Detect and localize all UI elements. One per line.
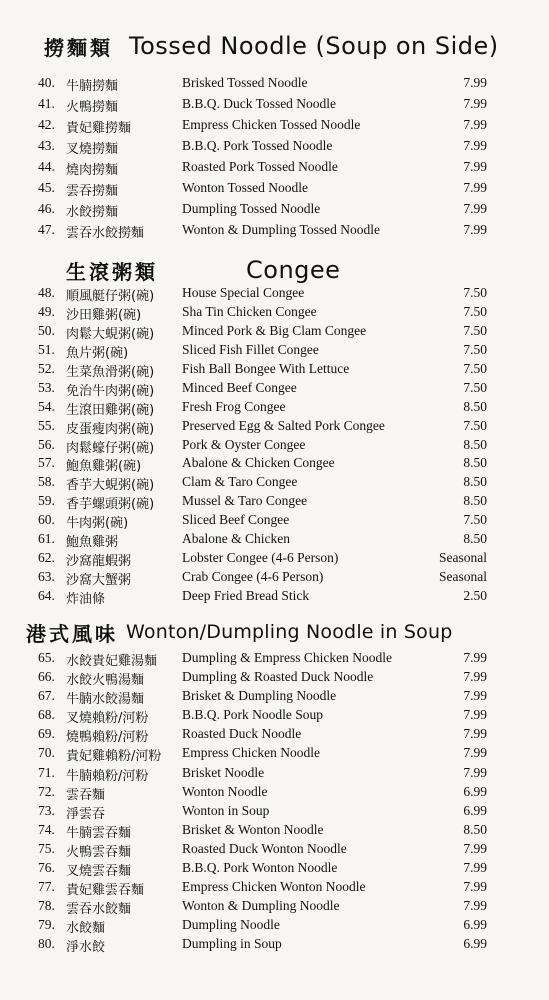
- menu-item: [0, 418, 549, 437]
- item-name-en: Preserved Egg & Salted Pork Congee: [182, 417, 385, 433]
- item-name-en: Brisket & Dumpling Noodle: [182, 688, 337, 704]
- item-number: 42.: [38, 117, 55, 132]
- item-name-en: Crab Congee (4-6 Person): [182, 569, 324, 585]
- item-number: 44.: [38, 159, 55, 174]
- item-name-en: Minced Pork & Big Clam Congee: [182, 322, 367, 338]
- item-name-zh: 貴妃雞賴粉/河粉: [66, 749, 162, 765]
- item-name-en: Dumpling & Roasted Duck Noodle: [182, 669, 374, 685]
- menu-item: [0, 285, 549, 304]
- item-number: 60.: [38, 512, 55, 528]
- item-name-zh: 牛腩雲吞麵: [66, 825, 132, 841]
- item-name-en: Wonton Noodle: [182, 783, 268, 799]
- section-title-zh: 生滾粥類: [66, 259, 158, 284]
- item-number: 68.: [38, 707, 55, 723]
- item-name-en: Wonton in Soup: [182, 802, 270, 818]
- menu-item: [0, 688, 549, 707]
- item-name-zh: 炸油條: [66, 592, 106, 607]
- menu-item: [0, 569, 549, 588]
- item-name-zh: 水餃撈麵: [66, 205, 119, 220]
- item-name-en: Dumpling Tossed Noodle: [182, 201, 321, 216]
- item-name-zh: 貴妃雞撈麵: [66, 121, 132, 136]
- menu-item: [0, 917, 549, 936]
- item-name-zh: 火鴨撈麵: [66, 100, 119, 115]
- item-price: 8.50: [463, 455, 487, 471]
- item-name-en: Wonton Tossed Noodle: [182, 180, 308, 195]
- item-name-zh: 香芋螺頭粥(碗): [66, 497, 155, 513]
- item-name-en: Dumpling & Empress Chicken Noodle: [182, 650, 392, 665]
- section-heading-congee: [0, 250, 549, 290]
- menu-item: [0, 493, 549, 512]
- item-number: 61.: [38, 531, 55, 547]
- item-name-en: Fish Ball Bongee With Lettuce: [182, 360, 350, 376]
- item-name-en: House Special Congee: [182, 285, 305, 300]
- item-price: 7.99: [463, 707, 487, 723]
- item-name-zh: 生滾田雞粥(碗): [66, 402, 155, 418]
- menu-item: [0, 550, 549, 569]
- item-price: 6.99: [463, 936, 487, 952]
- item-number: 79.: [38, 917, 55, 933]
- menu-item: [0, 669, 549, 688]
- item-number: 75.: [38, 840, 55, 856]
- item-number: 77.: [38, 879, 55, 895]
- item-price: 6.99: [463, 783, 487, 799]
- menu-item: [0, 180, 549, 201]
- section-title-en: Tossed Noodle (Soup on Side): [129, 32, 499, 60]
- item-price: 7.99: [463, 96, 487, 111]
- item-name-zh: 肉鬆蠔仔粥(碗): [66, 440, 155, 456]
- item-name-zh: 淨水餃: [66, 940, 106, 956]
- item-name-zh: 沙窩大蟹粥: [66, 573, 132, 589]
- menu-item: [0, 860, 549, 879]
- item-price: 7.99: [463, 75, 487, 90]
- item-name-en: Abalone & Chicken Congee: [182, 455, 335, 471]
- menu-item: [0, 380, 549, 399]
- item-number: 53.: [38, 379, 55, 395]
- item-name-zh: 鮑魚雞粥: [66, 535, 119, 551]
- item-number: 72.: [38, 783, 55, 799]
- item-name-en: Fresh Frog Congee: [182, 398, 286, 414]
- menu-item: [0, 201, 549, 222]
- item-name-zh: 皮蛋瘦肉粥(碗): [66, 421, 155, 437]
- item-name-en: Clam & Taro Congee: [182, 474, 298, 490]
- item-number: 43.: [38, 138, 55, 153]
- menu-item: [0, 455, 549, 474]
- item-name-zh: 雲吞水餃撈麵: [66, 226, 145, 241]
- item-name-en: B.B.Q. Pork Noodle Soup: [182, 707, 324, 723]
- item-number: 62.: [38, 550, 55, 566]
- item-name-en: Roasted Duck Noodle: [182, 726, 302, 742]
- menu-item: [0, 898, 549, 917]
- item-name-en: B.B.Q. Pork Tossed Noodle: [182, 138, 333, 153]
- item-name-zh: 雲吞水餃麵: [66, 902, 132, 918]
- item-name-zh: 叉燒撈麵: [66, 142, 119, 157]
- item-price: Seasonal: [439, 550, 487, 566]
- item-price: 8.50: [463, 474, 487, 490]
- item-price: 7.50: [463, 417, 487, 433]
- item-name-en: Wonton & Dumpling Tossed Noodle: [182, 222, 380, 237]
- item-price: 7.99: [463, 898, 487, 914]
- item-price: 8.50: [463, 436, 487, 452]
- item-number: 67.: [38, 688, 55, 704]
- item-name-en: Deep Fried Bread Stick: [182, 588, 310, 603]
- item-name-zh: 水餃麵: [66, 921, 106, 937]
- menu-item: [0, 342, 549, 361]
- item-number: 78.: [38, 898, 55, 914]
- item-price: 7.99: [463, 860, 487, 876]
- item-number: 59.: [38, 493, 55, 509]
- item-number: 40.: [38, 75, 55, 90]
- item-name-en: B.B.Q. Duck Tossed Noodle: [182, 96, 337, 111]
- item-name-zh: 叉燒雲吞麵: [66, 864, 132, 880]
- item-name-en: Minced Beef Congee: [182, 379, 297, 395]
- item-price: 7.99: [463, 117, 487, 132]
- menu-item: [0, 512, 549, 531]
- item-number: 76.: [38, 860, 55, 876]
- item-number: 58.: [38, 474, 55, 490]
- item-price: 7.99: [463, 650, 487, 665]
- item-name-en: Dumpling Noodle: [182, 917, 280, 933]
- item-number: 52.: [38, 360, 55, 376]
- item-number: 73.: [38, 802, 55, 818]
- item-name-en: Empress Chicken Noodle: [182, 745, 320, 761]
- menu-item: [0, 650, 549, 669]
- item-name-zh: 水餃火鴨湯麵: [66, 673, 145, 689]
- item-name-en: Roasted Duck Wonton Noodle: [182, 840, 347, 856]
- item-number: 55.: [38, 417, 55, 433]
- menu-item: [0, 474, 549, 493]
- menu-item: [0, 75, 549, 96]
- menu-item: [0, 745, 549, 764]
- item-name-zh: 水餃貴妃雞湯麵: [66, 654, 158, 669]
- item-name-en: Wonton & Dumpling Noodle: [182, 898, 340, 914]
- item-name-zh: 燒肉撈麵: [66, 163, 119, 178]
- item-price: 8.50: [463, 398, 487, 414]
- item-name-en: Empress Chicken Tossed Noodle: [182, 117, 361, 132]
- item-name-zh: 免治牛肉粥(碗): [66, 383, 155, 399]
- menu-item: [0, 803, 549, 822]
- item-price: 7.50: [463, 512, 487, 528]
- item-price: 7.50: [463, 379, 487, 395]
- menu-item: [0, 588, 549, 607]
- item-number: 70.: [38, 745, 55, 761]
- menu-item: [0, 726, 549, 745]
- item-number: 47.: [38, 222, 55, 237]
- item-name-zh: 貴妃雞雲吞麵: [66, 883, 145, 899]
- item-price: 7.99: [463, 726, 487, 742]
- section-title-zh: 撈麵類: [44, 35, 113, 60]
- item-price: Seasonal: [439, 569, 487, 585]
- item-price: 7.99: [463, 159, 487, 174]
- item-name-zh: 雲吞撈麵: [66, 184, 119, 199]
- item-price: 7.50: [463, 285, 487, 300]
- item-name-zh: 淨雲吞: [66, 806, 106, 822]
- item-name-en: Brisket & Wonton Noodle: [182, 821, 324, 837]
- menu-item: [0, 822, 549, 841]
- menu-item: [0, 222, 549, 243]
- menu-list-congee: [0, 285, 549, 607]
- item-name-zh: 牛肉粥(碗): [66, 516, 129, 532]
- item-name-zh: 順風艇仔粥(碗): [66, 289, 155, 304]
- item-number: 71.: [38, 764, 55, 780]
- item-price: 8.50: [463, 821, 487, 837]
- item-name-zh: 燒鴨賴粉/河粉: [66, 730, 149, 746]
- menu-item: [0, 936, 549, 955]
- item-name-zh: 叉燒賴粉/河粉: [66, 711, 149, 727]
- item-name-en: B.B.Q. Pork Wonton Noodle: [182, 860, 338, 876]
- item-price: 7.99: [463, 745, 487, 761]
- item-price: 7.99: [463, 222, 487, 237]
- item-name-zh: 沙窩龍蝦粥: [66, 554, 132, 570]
- item-name-zh: 香芋大蜆粥(碗): [66, 478, 155, 494]
- item-price: 7.50: [463, 322, 487, 338]
- item-name-zh: 生菜魚滑粥(碗): [66, 364, 155, 380]
- item-price: 6.99: [463, 802, 487, 818]
- item-number: 74.: [38, 821, 55, 837]
- item-name-en: Dumpling in Soup: [182, 936, 282, 952]
- item-name-zh: 雲吞麵: [66, 787, 106, 803]
- item-name-en: Roasted Pork Tossed Noodle: [182, 159, 338, 174]
- item-name-zh: 牛腩撈麵: [66, 79, 119, 94]
- menu-item: [0, 437, 549, 456]
- section-title-en: Wonton/Dumpling Noodle in Soup: [126, 621, 453, 643]
- item-number: 80.: [38, 936, 55, 952]
- menu-item: [0, 96, 549, 117]
- item-name-zh: 鮑魚雞粥(碗): [66, 459, 142, 475]
- item-number: 56.: [38, 436, 55, 452]
- item-number: 69.: [38, 726, 55, 742]
- item-price: 7.50: [463, 360, 487, 376]
- menu-item: [0, 707, 549, 726]
- menu-item: [0, 399, 549, 418]
- section-heading-wonton-noodle-soup: [0, 612, 549, 652]
- item-number: 50.: [38, 322, 55, 338]
- item-name-en: Lobster Congee (4-6 Person): [182, 550, 339, 566]
- item-name-zh: 沙田雞粥(碗): [66, 307, 142, 323]
- item-price: 7.50: [463, 303, 487, 319]
- item-name-en: Pork & Oyster Congee: [182, 436, 306, 452]
- item-price: 7.99: [463, 138, 487, 153]
- item-price: 7.50: [463, 341, 487, 357]
- item-name-en: Sha Tin Chicken Congee: [182, 303, 317, 319]
- item-number: 49.: [38, 303, 55, 319]
- item-number: 54.: [38, 398, 55, 414]
- item-price: 7.99: [463, 180, 487, 195]
- item-name-en: Empress Chicken Wonton Noodle: [182, 879, 366, 895]
- item-name-en: Sliced Beef Congee: [182, 512, 290, 528]
- section-heading-tossed-noodle: [0, 26, 549, 66]
- menu-item: [0, 117, 549, 138]
- item-number: 66.: [38, 669, 55, 685]
- item-number: 51.: [38, 341, 55, 357]
- menu-item: [0, 841, 549, 860]
- item-price: 7.99: [463, 764, 487, 780]
- item-price: 7.99: [463, 879, 487, 895]
- menu-item: [0, 304, 549, 323]
- item-price: 7.99: [463, 669, 487, 685]
- item-name-en: Abalone & Chicken: [182, 531, 290, 547]
- item-name-en: Brisked Tossed Noodle: [182, 75, 308, 90]
- item-name-en: Mussel & Taro Congee: [182, 493, 308, 509]
- section-title-en: Congee: [246, 256, 341, 284]
- item-number: 65.: [38, 650, 55, 665]
- menu-item: [0, 531, 549, 550]
- item-price: 6.99: [463, 917, 487, 933]
- item-number: 41.: [38, 96, 55, 111]
- section-title-zh: 港式風味: [26, 621, 118, 646]
- item-number: 64.: [38, 588, 55, 603]
- item-name-zh: 火鴨雲吞麵: [66, 844, 132, 860]
- item-number: 46.: [38, 201, 55, 216]
- menu-list-wonton-noodle-soup: [0, 650, 549, 956]
- item-price: 8.50: [463, 531, 487, 547]
- item-name-en: Brisket Noodle: [182, 764, 265, 780]
- item-price: 7.99: [463, 840, 487, 856]
- menu-item: [0, 361, 549, 380]
- item-number: 48.: [38, 285, 55, 300]
- item-name-zh: 魚片粥(碗): [66, 345, 129, 361]
- item-name-zh: 牛腩賴粉/河粉: [66, 768, 149, 784]
- menu-list-tossed-noodle: [0, 75, 549, 243]
- item-price: 7.99: [463, 688, 487, 704]
- menu-item: [0, 784, 549, 803]
- menu-item: [0, 138, 549, 159]
- item-number: 45.: [38, 180, 55, 195]
- menu-item: [0, 159, 549, 180]
- item-name-en: Sliced Fish Fillet Congee: [182, 341, 319, 357]
- item-number: 57.: [38, 455, 55, 471]
- menu-item: [0, 879, 549, 898]
- item-price: 7.99: [463, 201, 487, 216]
- menu-item: [0, 765, 549, 784]
- item-number: 63.: [38, 569, 55, 585]
- item-name-zh: 肉鬆大蜆粥(碗): [66, 326, 155, 342]
- item-price: 2.50: [463, 588, 487, 603]
- menu-item: [0, 323, 549, 342]
- item-price: 8.50: [463, 493, 487, 509]
- item-name-zh: 牛腩水餃湯麵: [66, 692, 145, 708]
